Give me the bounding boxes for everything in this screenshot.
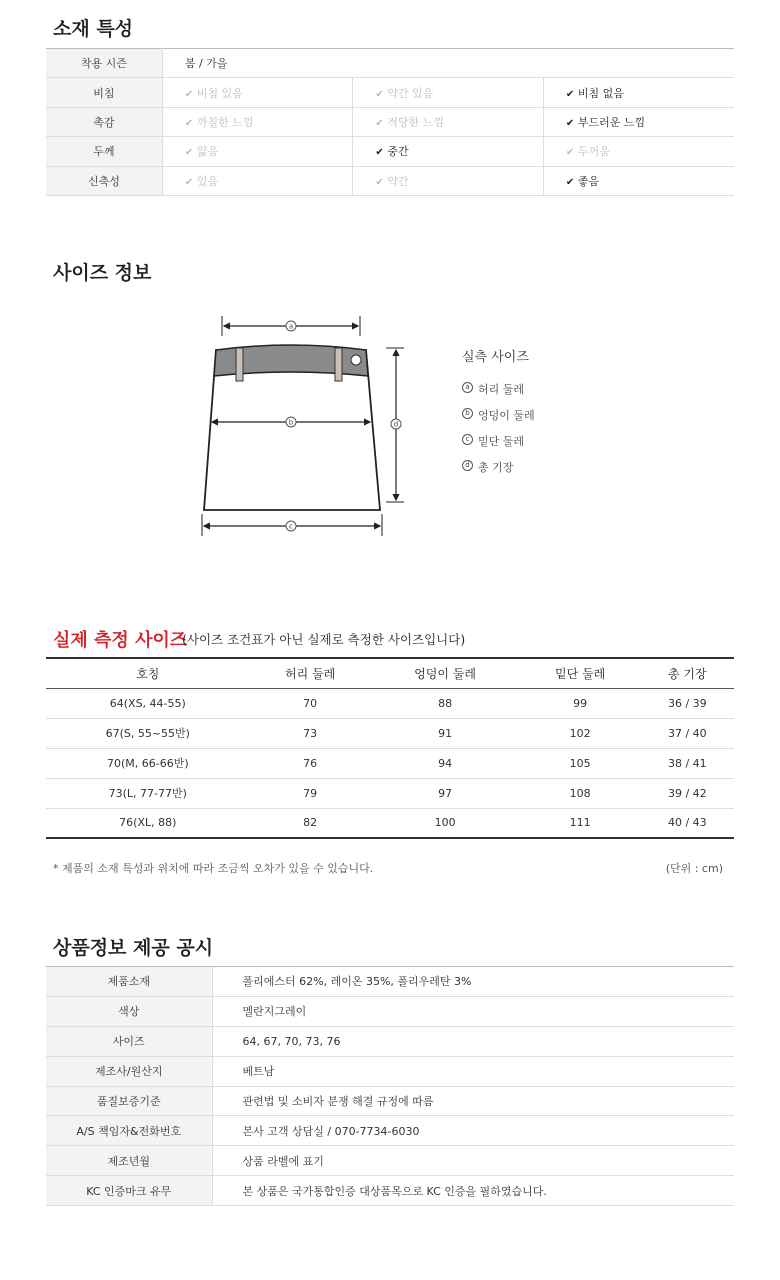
legend-item	[462, 459, 535, 485]
product-info-value: 폴리에스터 62%, 레이온 35%, 폴리우레탄 3%	[212, 967, 734, 997]
material-option-label: 중간	[387, 145, 409, 159]
material-row	[46, 137, 734, 166]
svg-text:d: d	[393, 420, 399, 429]
size-cell: 79	[250, 778, 371, 808]
material-table	[46, 48, 734, 196]
check-icon: ✔	[565, 176, 575, 188]
product-info-row	[46, 967, 734, 997]
size-cell: 99	[520, 688, 641, 718]
size-cell: 36 / 39	[641, 688, 734, 718]
check-icon: ✔	[565, 117, 575, 129]
size-cell: 111	[569, 816, 591, 830]
size-cell: 76(XL, 88)	[119, 816, 177, 830]
svg-text:a: a	[288, 322, 294, 331]
product-info-value: 본 상품은 국가통합인증 대상품목으로 KC 인증을 필하였습니다.	[212, 1176, 734, 1206]
material-option	[162, 166, 353, 195]
belt-loop-left	[236, 348, 243, 381]
legend-label: 엉덩이 둘레	[478, 409, 535, 422]
legend-title: 실측 사이즈	[462, 350, 529, 365]
size-cell: 108	[520, 778, 641, 808]
product-info-label: 색상	[46, 996, 212, 1026]
check-icon: ✔	[184, 176, 194, 188]
size-cell: 64(XS, 44-55)	[46, 688, 250, 718]
table-row	[46, 748, 734, 778]
material-option	[162, 78, 353, 107]
size-legend	[462, 346, 535, 485]
legend-label: 총 기장	[478, 461, 514, 474]
check-icon: ✔	[184, 117, 194, 129]
legend-item	[462, 433, 535, 459]
product-info-label: 제조사/원산지	[46, 1056, 212, 1086]
product-info-table	[46, 966, 734, 1206]
product-info-value: 본사 고객 상담실 / 070-7734-6030	[212, 1116, 734, 1146]
product-info-row	[46, 1056, 734, 1086]
season-row	[46, 49, 734, 78]
check-icon: ✔	[375, 117, 384, 129]
season-label: 착용 시즌	[46, 49, 162, 78]
product-info-label: 품질보증기준	[46, 1086, 212, 1116]
product-info-row	[46, 1176, 734, 1206]
material-option	[353, 107, 544, 136]
material-option	[543, 78, 734, 107]
measure-note: * 제품의 소재 특성과 위치에 따라 조금씩 오차가 있을 수 있습니다.	[53, 862, 374, 875]
product-info-value: 멜란지그레이	[212, 996, 734, 1026]
legend-mark: c	[462, 434, 473, 445]
product-info-label: A/S 책임자&전화번호	[46, 1116, 212, 1146]
product-info-row	[46, 1086, 734, 1116]
product-info-title: 상품정보 제공 공시	[53, 937, 214, 959]
size-cell: 70(M, 66-66반)	[46, 748, 250, 778]
product-info-value: 베트남	[212, 1056, 734, 1086]
measure-unit: (단위 : cm)	[665, 862, 723, 875]
material-row-label: 신축성	[46, 166, 162, 195]
measure-heading: 실제 측정 사이즈	[53, 630, 188, 651]
size-table	[46, 657, 734, 839]
legend-label: 밑단 둘레	[478, 435, 525, 448]
size-cell: 82	[303, 816, 318, 830]
measure-subheading: (사이즈 조건표가 아닌 실제로 측정한 사이즈입니다)	[182, 632, 466, 647]
size-cell: 88	[371, 688, 520, 718]
product-info-row	[46, 1146, 734, 1176]
material-option-label: 두꺼움	[577, 145, 610, 159]
material-option	[543, 107, 734, 136]
size-cell: 39 / 42	[641, 778, 734, 808]
svg-text:b: b	[288, 418, 294, 427]
check-icon: ✔	[184, 88, 194, 100]
material-option-label: 까칠한 느낌	[196, 115, 254, 129]
size-column-header: 호칭	[46, 658, 250, 688]
material-option	[543, 166, 734, 195]
belt-loop-right	[335, 348, 342, 381]
product-info-row	[46, 996, 734, 1026]
size-column-header: 총 기장	[641, 658, 734, 688]
size-column-header: 허리 둘레	[250, 658, 371, 688]
table-row	[46, 808, 734, 838]
size-info-title: 사이즈 정보	[53, 262, 152, 284]
material-option	[162, 137, 353, 166]
material-section-title: 소재 특성	[53, 18, 134, 40]
legend-mark: b	[462, 408, 473, 419]
material-row	[46, 78, 734, 107]
product-info-label: 사이즈	[46, 1026, 212, 1056]
size-cell: 102	[520, 718, 641, 748]
check-icon: ✔	[375, 176, 384, 188]
material-option-label: 약간 있음	[387, 86, 434, 100]
material-row-label: 비침	[46, 78, 162, 107]
product-info-value: 관련법 및 소비자 분쟁 해결 규정에 따름	[212, 1086, 734, 1116]
check-icon: ✔	[184, 147, 194, 159]
size-cell: 73	[250, 718, 371, 748]
product-info-label: KC 인증마크 유무	[46, 1176, 212, 1206]
size-cell: 67(S, 55~55반)	[46, 718, 250, 748]
material-option	[543, 137, 734, 166]
material-option	[162, 107, 353, 136]
material-row	[46, 107, 734, 136]
check-icon: ✔	[565, 88, 575, 100]
material-row-label: 두께	[46, 137, 162, 166]
product-info-label: 제품소재	[46, 967, 212, 997]
material-option-label: 있음	[196, 174, 219, 188]
legend-mark: d	[462, 460, 473, 471]
size-cell: 73(L, 77-77반)	[46, 778, 250, 808]
legend-item	[462, 381, 535, 407]
size-cell: 70	[250, 688, 371, 718]
table-row	[46, 778, 734, 808]
skirt-diagram	[190, 310, 430, 540]
check-icon: ✔	[565, 147, 575, 159]
legend-item	[462, 407, 535, 433]
product-info-value: 상품 라벨에 표기	[212, 1146, 734, 1176]
size-cell: 37 / 40	[641, 718, 734, 748]
product-info-value: 64, 67, 70, 73, 76	[212, 1026, 734, 1056]
product-info-row	[46, 1026, 734, 1056]
material-option-label: 비침 없음	[577, 86, 624, 100]
material-option-label: 부드러운 느낌	[577, 115, 646, 129]
size-cell: 105	[520, 748, 641, 778]
product-info-row	[46, 1116, 734, 1146]
season-value: 봄 / 가을	[162, 49, 734, 78]
material-row-label: 촉감	[46, 107, 162, 136]
size-column-header: 밑단 둘레	[520, 658, 641, 688]
size-cell: 97	[371, 778, 520, 808]
material-option-label: 좋음	[577, 174, 600, 188]
material-option-label: 비침 있음	[196, 86, 243, 100]
size-column-header: 엉덩이 둘레	[371, 658, 520, 688]
check-icon: ✔	[375, 147, 384, 159]
table-row	[46, 688, 734, 718]
size-cell: 91	[371, 718, 520, 748]
legend-label: 허리 둘레	[478, 383, 525, 396]
table-row	[46, 718, 734, 748]
check-icon: ✔	[375, 88, 384, 100]
material-option	[353, 78, 544, 107]
material-option-label: 적당한 느낌	[387, 115, 445, 129]
size-cell: 94	[371, 748, 520, 778]
material-option	[353, 137, 544, 166]
size-cell: 76	[250, 748, 371, 778]
button-circle	[351, 355, 361, 365]
size-cell: 38 / 41	[641, 748, 734, 778]
material-option	[353, 166, 544, 195]
legend-mark: a	[462, 382, 473, 393]
size-cell: 100	[434, 816, 456, 830]
material-row	[46, 166, 734, 195]
product-info-label: 제조년월	[46, 1146, 212, 1176]
svg-text:c: c	[289, 522, 293, 531]
material-option-label: 얇음	[196, 145, 219, 159]
material-option-label: 약간	[387, 174, 409, 188]
size-cell: 40 / 43	[667, 816, 707, 830]
